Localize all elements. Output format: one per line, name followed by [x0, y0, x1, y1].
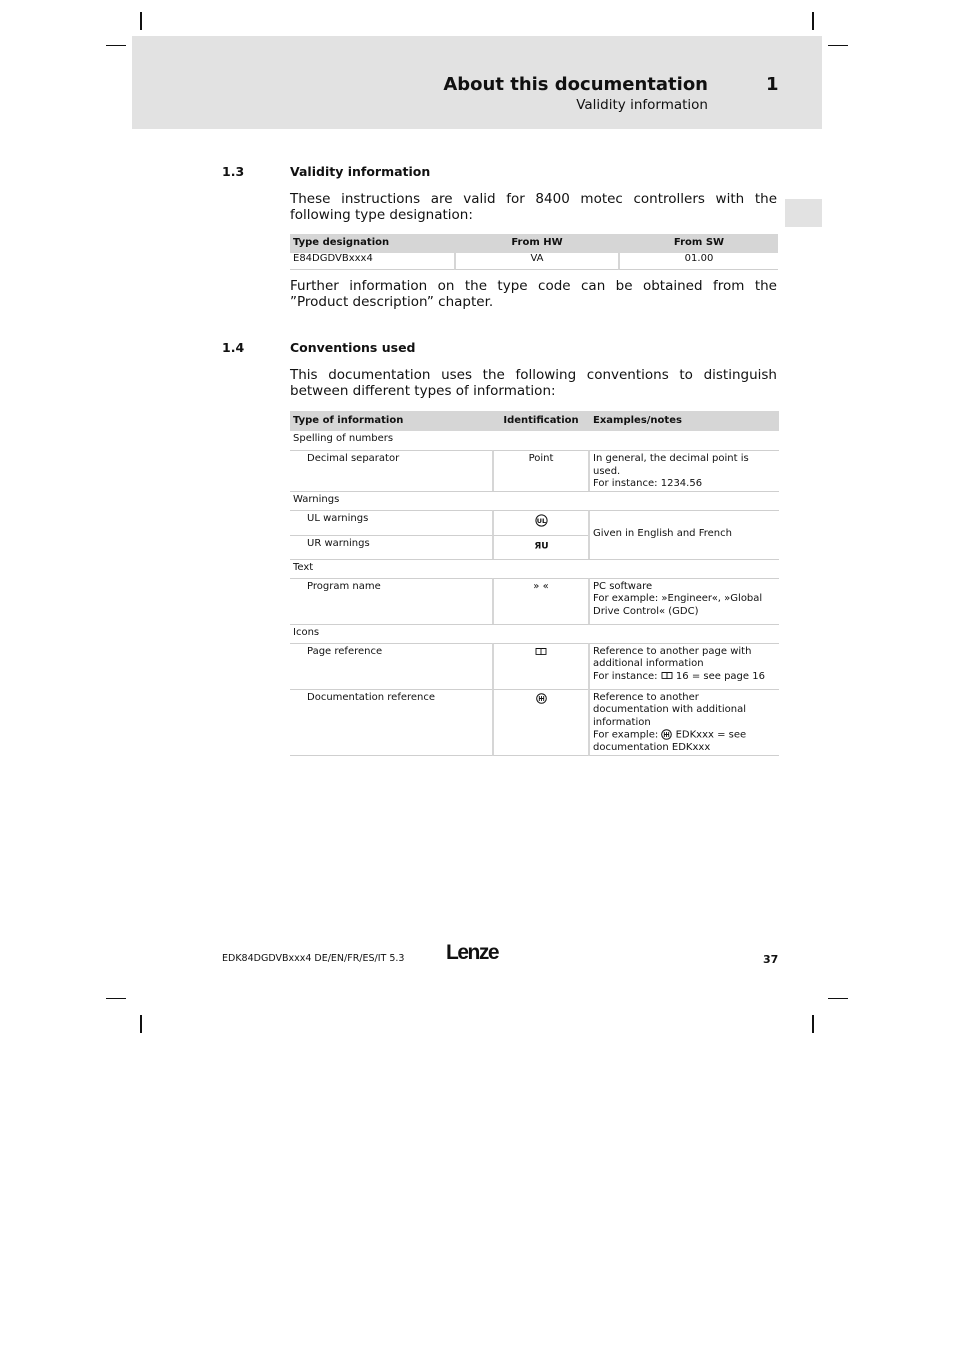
- table-cell: Program name: [290, 578, 492, 624]
- svg-text:UL: UL: [536, 516, 546, 525]
- group-row: [290, 431, 779, 450]
- svg-text:ЯU: ЯU: [533, 541, 549, 550]
- note-line: [593, 671, 776, 684]
- group-row: [290, 624, 779, 643]
- table-row: [290, 450, 779, 491]
- group-row: [290, 559, 779, 578]
- note-prefix: For instance:: [593, 670, 658, 682]
- note-suffix: EDKxxx = see documentation EDKxxx: [593, 729, 747, 753]
- table-row: [290, 689, 779, 756]
- group-label: Icons: [290, 624, 779, 643]
- table-row: [290, 253, 778, 270]
- table-cell: [492, 643, 588, 689]
- section-title: Validity information: [290, 164, 431, 179]
- footer-document-id: EDK84DGDVBxxx4 DE/EN/FR/ES/IT 5.3: [222, 953, 405, 964]
- table-row: [290, 578, 779, 624]
- group-row: [290, 491, 779, 510]
- table-cell: Given in English and French: [588, 510, 779, 559]
- chapter-side-tab: [785, 199, 822, 227]
- table-cell: VA: [454, 253, 618, 270]
- table-cell: [492, 510, 588, 535]
- ul-mark-icon: [535, 514, 548, 527]
- crop-mark: [828, 45, 848, 46]
- crop-mark: [140, 1015, 142, 1033]
- table-cell: UR warnings: [290, 535, 492, 559]
- section-title: Conventions used: [290, 340, 416, 355]
- crop-mark: [106, 998, 126, 999]
- crop-mark: [828, 998, 848, 999]
- conventions-table: [290, 411, 779, 756]
- crop-mark: [140, 12, 142, 30]
- table-cell: Point: [492, 450, 588, 491]
- chapter-title: About this documentation: [443, 74, 708, 95]
- table-cell: [588, 450, 779, 491]
- group-label: Text: [290, 559, 779, 578]
- note-line: PC software: [593, 580, 653, 592]
- table-cell: E84DGDVBxxx4: [290, 253, 454, 270]
- table-cell: 01.00: [618, 253, 778, 270]
- table-cell: [588, 643, 779, 689]
- lenze-logo: Lenze: [446, 941, 499, 964]
- note-suffix: 16 = see page 16: [675, 670, 765, 682]
- column-header: From SW: [618, 234, 778, 253]
- section-note: Further information on the type code can be obtained from the ”Product description” chapter.: [290, 278, 777, 310]
- ur-mark-icon: [534, 540, 549, 550]
- section-intro: These instructions are valid for 8400 motec controllers with the following type designation:: [290, 191, 777, 223]
- column-header: Examples/notes: [588, 411, 779, 431]
- table-row: [290, 643, 779, 689]
- column-header: Type of information: [290, 411, 492, 431]
- group-label: Spelling of numbers: [293, 433, 394, 444]
- note-line: Reference to another page with additional information: [593, 645, 752, 669]
- table-cell: Decimal separator: [290, 450, 492, 491]
- table-row: [290, 510, 779, 535]
- column-header: From HW: [454, 234, 618, 253]
- documentation-icon: [536, 693, 547, 704]
- crop-mark: [812, 12, 814, 30]
- note-line: Reference to another documentation with additional information: [593, 691, 746, 728]
- section-number: 1.3: [222, 164, 245, 179]
- table-cell: [588, 578, 779, 624]
- column-header: Type designation: [290, 234, 454, 253]
- section-number: 1.4: [222, 340, 245, 355]
- note-line: For example: »Engineer«, »Global Drive Control« (GDC): [593, 593, 763, 617]
- note-line: [593, 729, 776, 755]
- table-cell: [492, 535, 588, 559]
- note-line: In general, the decimal point is used.: [593, 453, 749, 477]
- chapter-subtitle: Validity information: [576, 97, 708, 113]
- table-cell: » «: [492, 578, 588, 624]
- crop-mark: [106, 45, 126, 46]
- column-header: Identification: [492, 411, 588, 431]
- page-number: 37: [763, 953, 779, 966]
- table-cell: UL warnings: [290, 510, 492, 535]
- note-prefix: For example:: [593, 729, 659, 741]
- documentation-icon: [661, 729, 672, 740]
- book-icon: [535, 647, 547, 656]
- book-icon: [661, 671, 673, 680]
- group-label: Warnings: [290, 491, 779, 510]
- validity-table: [290, 234, 778, 270]
- table-cell: [588, 689, 779, 756]
- table-cell: [492, 689, 588, 756]
- crop-mark: [812, 1015, 814, 1033]
- chapter-number: 1: [766, 74, 779, 95]
- note-line: For instance: 1234.56: [593, 478, 703, 489]
- table-cell: Documentation reference: [290, 689, 492, 756]
- section-intro: This documentation uses the following conventions to distinguish between different types of information:: [290, 367, 777, 399]
- table-cell: Page reference: [290, 643, 492, 689]
